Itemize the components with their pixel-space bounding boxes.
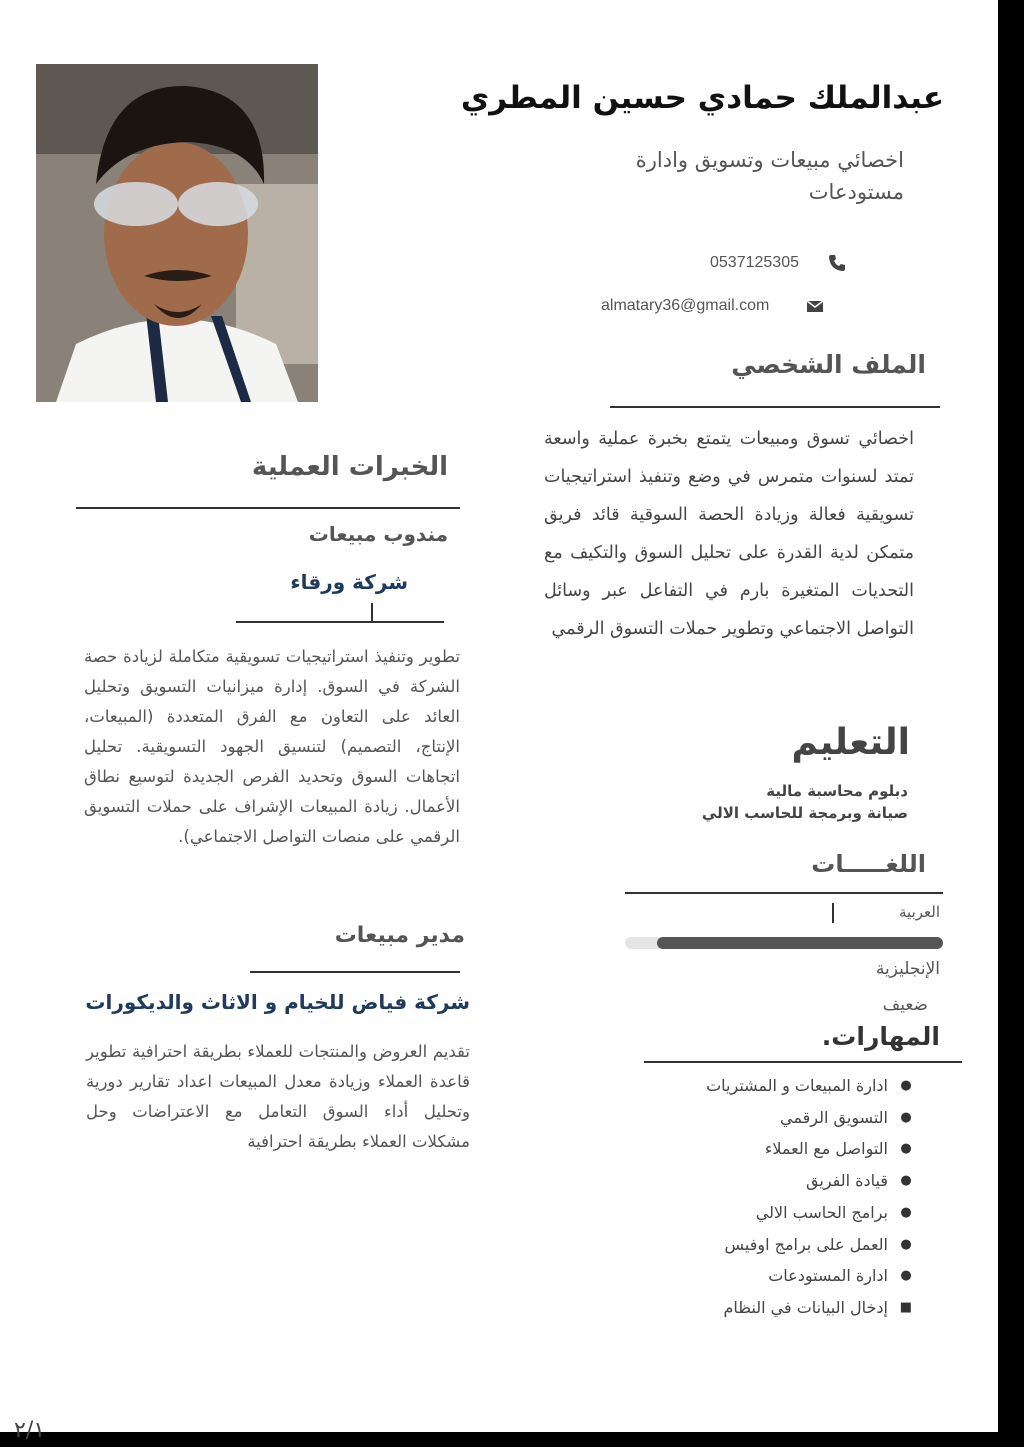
education-item: دبلوم محاسبة مالية: [766, 782, 908, 800]
skill-item: ● التسويق الرقمي: [612, 1102, 912, 1134]
job-role: مندوب مبيعات: [308, 522, 448, 546]
envelope-icon: [805, 296, 825, 316]
bullet-icon: ●: [900, 1236, 912, 1252]
experience-heading: الخبرات العملية: [251, 452, 448, 482]
education-item: صيانة وبرمجة للحاسب الالي: [701, 804, 908, 822]
phone-number: 0537125305: [710, 254, 799, 271]
email-address: almatary36@gmail.com: [601, 297, 770, 314]
bullet-icon: ●: [900, 1078, 912, 1093]
languages-divider: [625, 892, 943, 894]
skill-item: ● العمل على برامج اوفيس: [612, 1229, 912, 1261]
job-title: اخصائي مبيعات وتسويق وادارة مستودعات: [635, 148, 904, 204]
languages-heading: اللغـــــات: [811, 850, 926, 878]
language-level-bar: [625, 937, 943, 949]
phone-row: [710, 251, 847, 275]
skill-item: ■ إدخال البيانات في النظام: [612, 1292, 912, 1324]
job-description: تقديم العروض والمنتجات للعملاء بطريقة احترافية تطوير قاعدة العملاء وزيادة معدل المبيعات اعداد تقارير دورية وتحليل أداء السوق التعامل مع الاعتراضات وحل مشكلات العملاء بطريقة احترافية: [86, 1042, 470, 1151]
skill-item: ● التواصل مع العملاء: [612, 1133, 912, 1165]
phone-icon: [827, 253, 847, 273]
role-divider: [250, 971, 460, 973]
language-level-fill: [657, 937, 943, 949]
text-cursor: [832, 903, 834, 923]
language-name: العربية: [899, 903, 940, 921]
language-level: ضعيف: [882, 995, 928, 1015]
skill-item: ● قيادة الفريق: [612, 1165, 912, 1197]
skills-divider: [644, 1061, 962, 1063]
bullet-icon: ●: [900, 1268, 912, 1284]
bullet-icon: ●: [900, 1204, 912, 1220]
skill-item: ● برامج الحاسب الالي: [612, 1197, 912, 1229]
bullet-icon: ●: [900, 1173, 912, 1189]
skill-item: ● ادارة المبيعات و المشتريات: [612, 1070, 912, 1102]
bullet-icon: ●: [900, 1109, 912, 1125]
full-name: عبدالملك حمادي حسين المطري: [460, 80, 944, 116]
person-portrait-icon: [36, 64, 318, 402]
skill-item: ● ادارة المستودعات: [612, 1260, 912, 1292]
profile-photo: [36, 64, 318, 402]
profile-summary: اخصائي تسوق ومبيعات يتمتع بخبرة عملية واسعة تمتد لسنوات متمرس في وضع وتنفيذ استراتيجيات تسويقية فعالة وزيادة الحصة السوقية قائد فريق متمكن لدية القدرة على تحليل السوق والتكيف مع التحديات المتغيرة بارم في التفاعل عبر وسائل التواصل الاجتماعي وتطوير حملات التسوق الرقمي: [544, 429, 914, 639]
company-name: شركة فياض للخيام و الاثاث والديكورات: [85, 990, 470, 1014]
job-role: مدير مبيعات: [334, 923, 465, 948]
education-list: [608, 780, 908, 824]
skills-list: [612, 1070, 912, 1324]
company-name: شركة ورقاء: [290, 570, 408, 594]
profile-divider: [610, 406, 940, 408]
divider-tick: [371, 603, 373, 621]
experience-divider: [76, 507, 460, 509]
language-name: الإنجليزية: [875, 959, 940, 979]
skills-heading: المهارات.: [821, 1022, 940, 1051]
page-number: ٢/١: [14, 1418, 46, 1443]
email-row: [601, 294, 825, 318]
education-heading: التعليم: [791, 722, 910, 763]
square-bullet-icon: ■: [899, 1299, 912, 1315]
job-description: تطوير وتنفيذ استراتيجيات تسويقية متكاملة لزيادة حصة الشركة في السوق. إدارة ميزانيات التسويق وتحليل العائد على التعاون مع الفرق المتعددة (المبيعات، الإنتاج، التصميم) لتنسيق الجهود التسويقية. تحليل اتجاهات السوق وتحديد الفرص الجديدة لتوسيع نطاق الأعمال. زيادة المبيعات الإشراف على حملات التسويق الرقمي على منصات التواصل الاجتماعي).: [84, 647, 460, 846]
bullet-icon: ●: [900, 1141, 912, 1157]
profile-heading: الملف الشخصي: [731, 350, 926, 379]
company-divider: [236, 621, 444, 623]
